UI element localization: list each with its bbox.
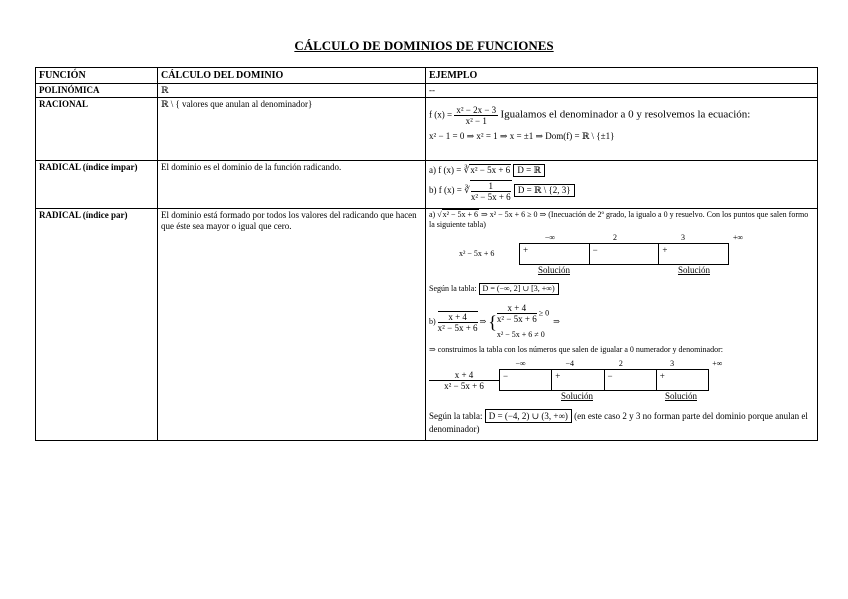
solution-label: Solución bbox=[677, 265, 710, 275]
sign-table-1 bbox=[459, 243, 814, 265]
solution-line: x² − 1 = 0 ⇒ x² = 1 ⇒ x = ±1 ⇒ Dom(f) = ℝ \ {±1} bbox=[429, 131, 615, 141]
example bbox=[426, 161, 818, 209]
sign-table-2 bbox=[429, 369, 814, 391]
table-label: x² − 5x + 6 bbox=[459, 249, 495, 258]
function-name: RADICAL (índice impar) bbox=[36, 161, 158, 209]
table-point: +∞ bbox=[732, 233, 744, 242]
domain-result: D = (−4, 2) ∪ (3, +∞) bbox=[485, 409, 572, 423]
inequality: ⇒ x² − 5x + 6 ≥ 0 ⇒ bbox=[481, 210, 547, 219]
denominator: x² − 5x + 6 bbox=[496, 314, 537, 324]
row-radical-par bbox=[36, 209, 818, 441]
row-racional bbox=[36, 98, 818, 161]
sign-cell: − bbox=[604, 370, 656, 391]
sign-cell: + bbox=[520, 244, 590, 265]
domain-result: D = ℝ bbox=[513, 164, 545, 177]
fraction bbox=[438, 311, 478, 333]
item-label: b) bbox=[429, 185, 437, 196]
table-point: 2 bbox=[618, 359, 623, 368]
sign-cell: + bbox=[656, 370, 708, 391]
denominator: x² − 1 bbox=[465, 116, 487, 126]
result-note: (en este caso 2 y 3 no forman parte del dominio porque anulan el denominador) bbox=[429, 411, 808, 434]
table-point: +∞ bbox=[712, 359, 723, 368]
domain-rule: El dominio es el dominio de la función radicando. bbox=[158, 161, 426, 209]
numerator: x² − 2x − 3 bbox=[456, 105, 497, 115]
function-name: RACIONAL bbox=[36, 98, 158, 161]
solution-label: Solución bbox=[664, 391, 697, 401]
implies: ⇒ bbox=[479, 316, 487, 326]
domain-result: D = (−∞, 2] ∪ [3, +∞) bbox=[479, 283, 559, 295]
header-row bbox=[36, 68, 818, 84]
table-point: −∞ bbox=[515, 359, 526, 368]
row-radical-impar bbox=[36, 161, 818, 209]
fraction bbox=[454, 105, 498, 126]
function-lhs: f (x) = ∛ bbox=[438, 185, 470, 196]
item-label: a) bbox=[429, 165, 436, 175]
function-name: RADICAL (índice par) bbox=[36, 209, 158, 441]
header-funcion: FUNCIÓN bbox=[36, 68, 158, 84]
domain-rule: ℝ \ { valores que anulan al denominador} bbox=[158, 98, 426, 161]
denominator: x² − 5x + 6 bbox=[444, 380, 484, 391]
item-label: b) bbox=[429, 316, 436, 326]
sign-cell: + bbox=[552, 370, 604, 391]
sign-cell: + bbox=[659, 244, 729, 265]
header-ejemplo: EJEMPLO bbox=[426, 68, 818, 84]
numerator: x + 4 bbox=[438, 312, 478, 323]
page-title: CÁLCULO DE DOMINIOS DE FUNCIONES bbox=[294, 38, 554, 53]
sign-table-1-points bbox=[459, 233, 759, 243]
example: -- bbox=[426, 84, 818, 98]
condition: ≥ 0 bbox=[538, 308, 550, 318]
table-point: −4 bbox=[565, 359, 575, 368]
table-point: 2 bbox=[613, 233, 617, 242]
numerator: 1 bbox=[471, 181, 511, 192]
numerator: x + 4 bbox=[429, 370, 499, 381]
function-lhs: f (x) = bbox=[429, 109, 453, 120]
radicand: x² − 5x + 6 bbox=[470, 165, 511, 175]
denominator: x² − 5x + 6 bbox=[470, 192, 511, 202]
explanation: (Inecuación de 2º grado, la igualo a 0 y resuelvo. Con los puntos que salen formo la siguiente tabla) bbox=[429, 210, 809, 229]
function-lhs: f (x) = ∛ bbox=[438, 165, 470, 175]
row-polinomica bbox=[36, 84, 818, 98]
explanation: Igualamos el denominador a 0 y resolvemos la ecuación: bbox=[500, 108, 751, 121]
solution-label: Solución bbox=[560, 391, 593, 401]
numerator: x + 4 bbox=[497, 303, 537, 314]
sign-cell: − bbox=[500, 370, 552, 391]
example: a) √x² − 5x + 6 ⇒ x² − 5x + 6 ≥ 0 ⇒ (Inecuación de 2º grado, la igualo a 0 y resuelvo. Con los puntos que salen formo la siguiente tabla) −∞ 2 3 +∞ x² − 5x + 6 + − + Solución Solución Según la tabla: D = (−∞, 2] ∪ [3, +∞) b) $\frac{x + 4}{\text{x² − 5x + 6}}$ ⇒ { $\frac{x + 4}{\text{x² − 5x + 6}}$ ≥ 0 x² − 5x + 6 ≠ 0 ⇒ ⇒ construimos la tabla con los números que salen de igualar a 0 numerador y denominador: −∞ −4 2 3 +∞ $\frac{x + 4}{\text{x² − 5x + 6}}$ − + − + Solución Solución Según la tabla: D = (−4, 2) ∪ (3, +∞) (en este caso 2 y 3 no forman parte del dominio porque anulan el denominador) bbox=[426, 209, 818, 441]
domain-rule: El dominio está formado por todos los valores del radicando que hacen que éste sea mayor o igual que cero. bbox=[158, 209, 426, 441]
fraction bbox=[470, 180, 512, 202]
denominator: x² − 5x + 6 bbox=[437, 322, 478, 333]
domain-rule: ℝ bbox=[158, 84, 426, 98]
result-label: Según la tabla: bbox=[429, 411, 483, 421]
domain-result: D = ℝ \ {2, 3} bbox=[514, 184, 575, 197]
header-calculo: CÁLCULO DEL DOMINIO bbox=[158, 68, 426, 84]
fraction bbox=[429, 370, 499, 391]
domains-table bbox=[35, 67, 818, 441]
condition: x² − 5x + 6 ≠ 0 bbox=[496, 330, 545, 339]
radicand: x² − 5x + 6 bbox=[442, 210, 479, 219]
item-label: a) √ bbox=[429, 210, 442, 219]
sign-table-2-points bbox=[497, 359, 737, 369]
implies: ⇒ bbox=[553, 316, 560, 326]
table-point: 3 bbox=[681, 233, 685, 242]
fraction bbox=[497, 303, 537, 324]
result-label: Según la tabla: bbox=[429, 284, 477, 293]
table-point: 3 bbox=[670, 359, 675, 368]
solution-label: Solución bbox=[537, 265, 570, 275]
function-name: POLINÓMICA bbox=[36, 84, 158, 98]
table-point: −∞ bbox=[544, 233, 556, 242]
example bbox=[426, 98, 818, 161]
explanation: ⇒ construimos la tabla con los números que salen de igualar a 0 numerador y denominador: bbox=[429, 345, 723, 354]
sign-cell: − bbox=[589, 244, 659, 265]
